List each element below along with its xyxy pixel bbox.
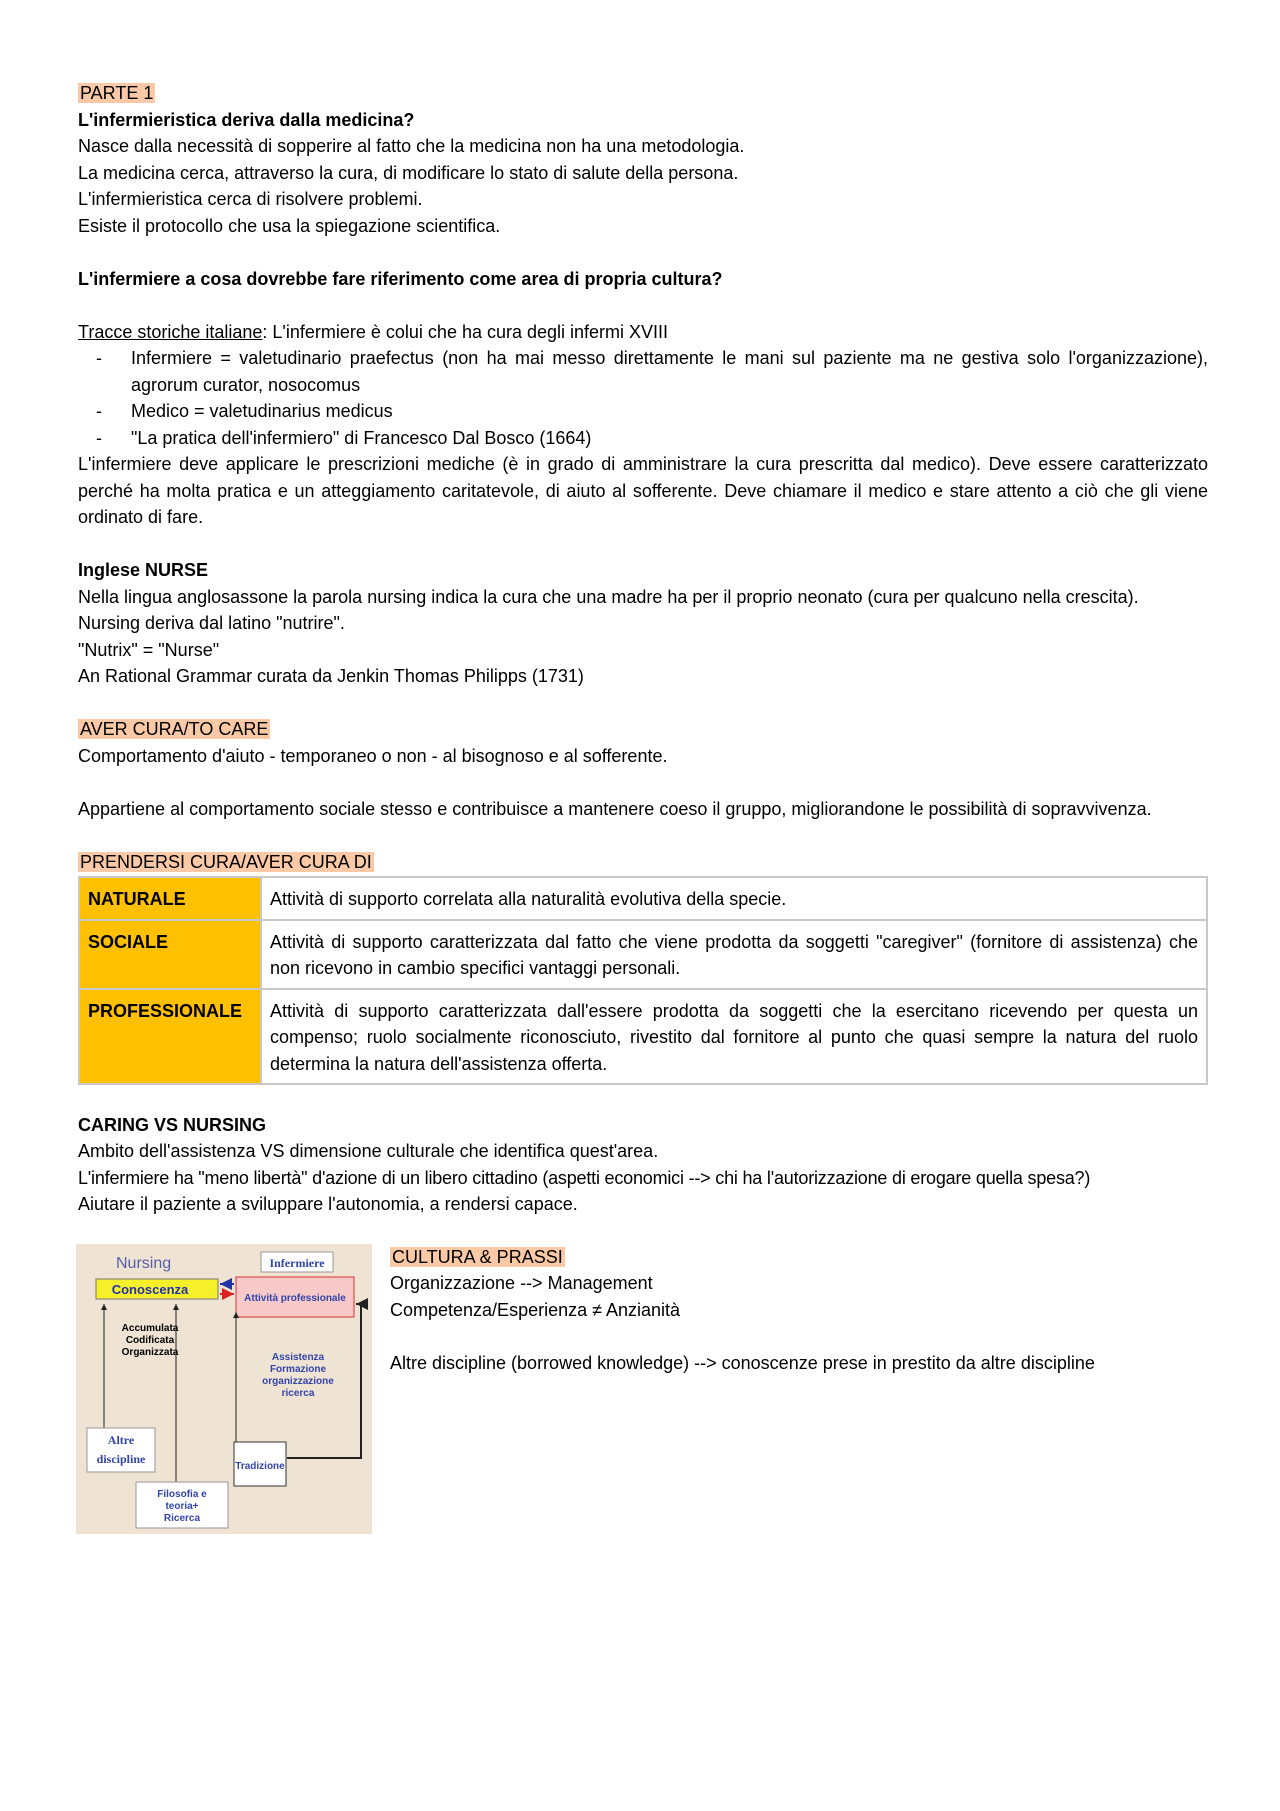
- diagram-conoscenza-label: Conoscenza: [111, 1281, 189, 1297]
- list-item: - "La pratica dell'infermiero" di Francesco Dal Bosco (1664): [78, 425, 1208, 452]
- aver-cura-heading: AVER CURA/TO CARE: [80, 719, 269, 739]
- cultura-section: [78, 1244, 1208, 1544]
- tracce-storiche-label: Tracce storiche italiane: [78, 321, 263, 342]
- diagram-filosofia: Filosofia e: [157, 1488, 207, 1500]
- text-line: Ambito dell'assistenza VS dimensione culturale che identifica quest'area.: [78, 1141, 659, 1161]
- diagram-attivita-label: Attività professionale: [244, 1292, 346, 1304]
- table-key-cell: PROFESSIONALE: [79, 989, 261, 1085]
- text-line: Aiutare il paziente a sviluppare l'autonomia, a rendersi capace.: [78, 1194, 578, 1214]
- text-line: L'infermieristica cerca di risolvere problemi.: [78, 189, 423, 209]
- text-line: Competenza/Esperienza ≠ Anzianità: [390, 1299, 681, 1320]
- table-value-cell: Attività di supporto correlata alla naturalità evolutiva della specie.: [261, 877, 1207, 920]
- diagram-altre: Altre: [107, 1432, 135, 1447]
- text-line: Nasce dalla necessità di sopperire al fatto che la medicina non ha una metodologia.: [78, 136, 745, 156]
- cultura-heading: CULTURA & PRASSI: [392, 1246, 563, 1267]
- list-item: - Medico = valetudinarius medicus: [78, 398, 1208, 425]
- text-line: La medicina cerca, attraverso la cura, di modificare lo stato di salute della persona.: [78, 162, 739, 183]
- table-row: [79, 877, 1207, 920]
- text-line: Organizzazione --> Management: [390, 1273, 653, 1293]
- diagram-codificata: Codificata: [125, 1334, 175, 1346]
- diagram-infermiere-label: Infermiere: [269, 1255, 325, 1270]
- inglese-heading: Inglese NURSE: [78, 560, 209, 580]
- document-page: [78, 80, 1208, 1544]
- text-line: Altre discipline (borrowed knowledge) --> conoscenze prese in prestito da altre discipline: [390, 1352, 1095, 1373]
- diagram-discipline: discipline: [96, 1451, 146, 1466]
- text-line: "Nutrix" = "Nurse": [78, 639, 220, 660]
- aver-cura-paragraph: Appartiene al comportamento sociale stesso e contribuisce a mantenere coeso il gruppo, migliorandone le possibilità di sopravvivenza.: [78, 798, 1152, 819]
- table-value-cell: Attività di supporto caratterizzata dal fatto che viene prodotta da soggetti "caregiver" (fornitore di assistenza) che non ricevono in cambio specifici vantaggi personali.: [261, 920, 1207, 989]
- care-types-table: [78, 876, 1208, 1085]
- tracce-storiche-line: Tracce storiche italiane: L'infermiere è colui che ha cura degli infermi XVIII: [78, 321, 669, 342]
- diagram-formazione: Formazione: [269, 1363, 327, 1375]
- text-line: Esiste il protocollo che usa la spiegazione scientifica.: [78, 215, 501, 236]
- diagram-ricerca: Ricerca: [163, 1512, 201, 1524]
- table-row: [79, 920, 1207, 989]
- prendersi-cura-heading: PRENDERSI CURA/AVER CURA DI: [80, 851, 372, 872]
- table-value-cell: Attività di supporto caratterizzata dall'essere prodotta da soggetti che la esercitano ricevendo per questa un compenso; ruolo socialmente riconosciuto, rivestito dal fornitore al punto che quasi sempre la natura del ruolo determina la natura dell'assistenza offerta.: [261, 989, 1207, 1085]
- nursing-diagram: [76, 1244, 372, 1534]
- table-key-cell: NATURALE: [79, 877, 261, 920]
- diagram-assistenza: Assistenza: [271, 1351, 325, 1363]
- inglese-paragraph: Nella lingua anglosassone la parola nursing indica la cura che una madre ha per il proprio neonato (cura per qualcuno nella crescita).: [78, 586, 1139, 607]
- list-item: - Infermiere = valetudinario praefectus (non ha mai messo direttamente le mani sul paziente ma ne gestiva solo l'organizzazione), agrorum curator, nosocomus: [78, 345, 1208, 398]
- parte-1-heading: PARTE 1: [80, 83, 154, 103]
- text-line: Comportamento d'aiuto - temporaneo o non - al bisognoso e al sofferente.: [78, 745, 668, 766]
- text-line: L'infermiere ha "meno libertà" d'azione di un libero cittadino (aspetti economici --> chi ha l'autorizzazione di erogare quella spesa?): [78, 1167, 1091, 1188]
- table-row: [79, 989, 1207, 1085]
- question-1: L'infermieristica deriva dalla medicina?: [78, 109, 415, 130]
- diagram-svg: [76, 1244, 372, 1534]
- question-2: L'infermiere a cosa dovrebbe fare riferimento come area di propria cultura?: [78, 268, 723, 289]
- table-key-cell: SOCIALE: [79, 920, 261, 989]
- tracce-paragraph: L'infermiere deve applicare le prescrizioni mediche (è in grado di amministrare la cura prescritta dal medico). Deve essere caratterizzato perché ha molta pratica e un atteggiamento caritatevole, di aiuto al sofferente. Deve chiamare il medico e stare attento a ciò che gli viene ordinato di fare.: [78, 454, 1208, 527]
- tracce-list: [78, 345, 1208, 451]
- diagram-tradizione: Tradizione: [235, 1460, 285, 1472]
- diagram-ricerca-small: ricerca: [281, 1387, 315, 1399]
- diagram-organizzazione: organizzazione: [262, 1375, 334, 1387]
- caring-heading: CARING VS NURSING: [78, 1114, 267, 1135]
- text-line: Nursing deriva dal latino "nutrire".: [78, 613, 345, 633]
- diagram-accumulata: Accumulata: [121, 1322, 179, 1334]
- text-line: An Rational Grammar curata da Jenkin Thomas Philipps (1731): [78, 666, 584, 686]
- diagram-teoria: teoria+: [165, 1500, 199, 1512]
- diagram-nursing-label: Nursing: [116, 1254, 172, 1272]
- diagram-organizzata: Organizzata: [121, 1346, 179, 1358]
- cultura-text: [390, 1244, 1208, 1377]
